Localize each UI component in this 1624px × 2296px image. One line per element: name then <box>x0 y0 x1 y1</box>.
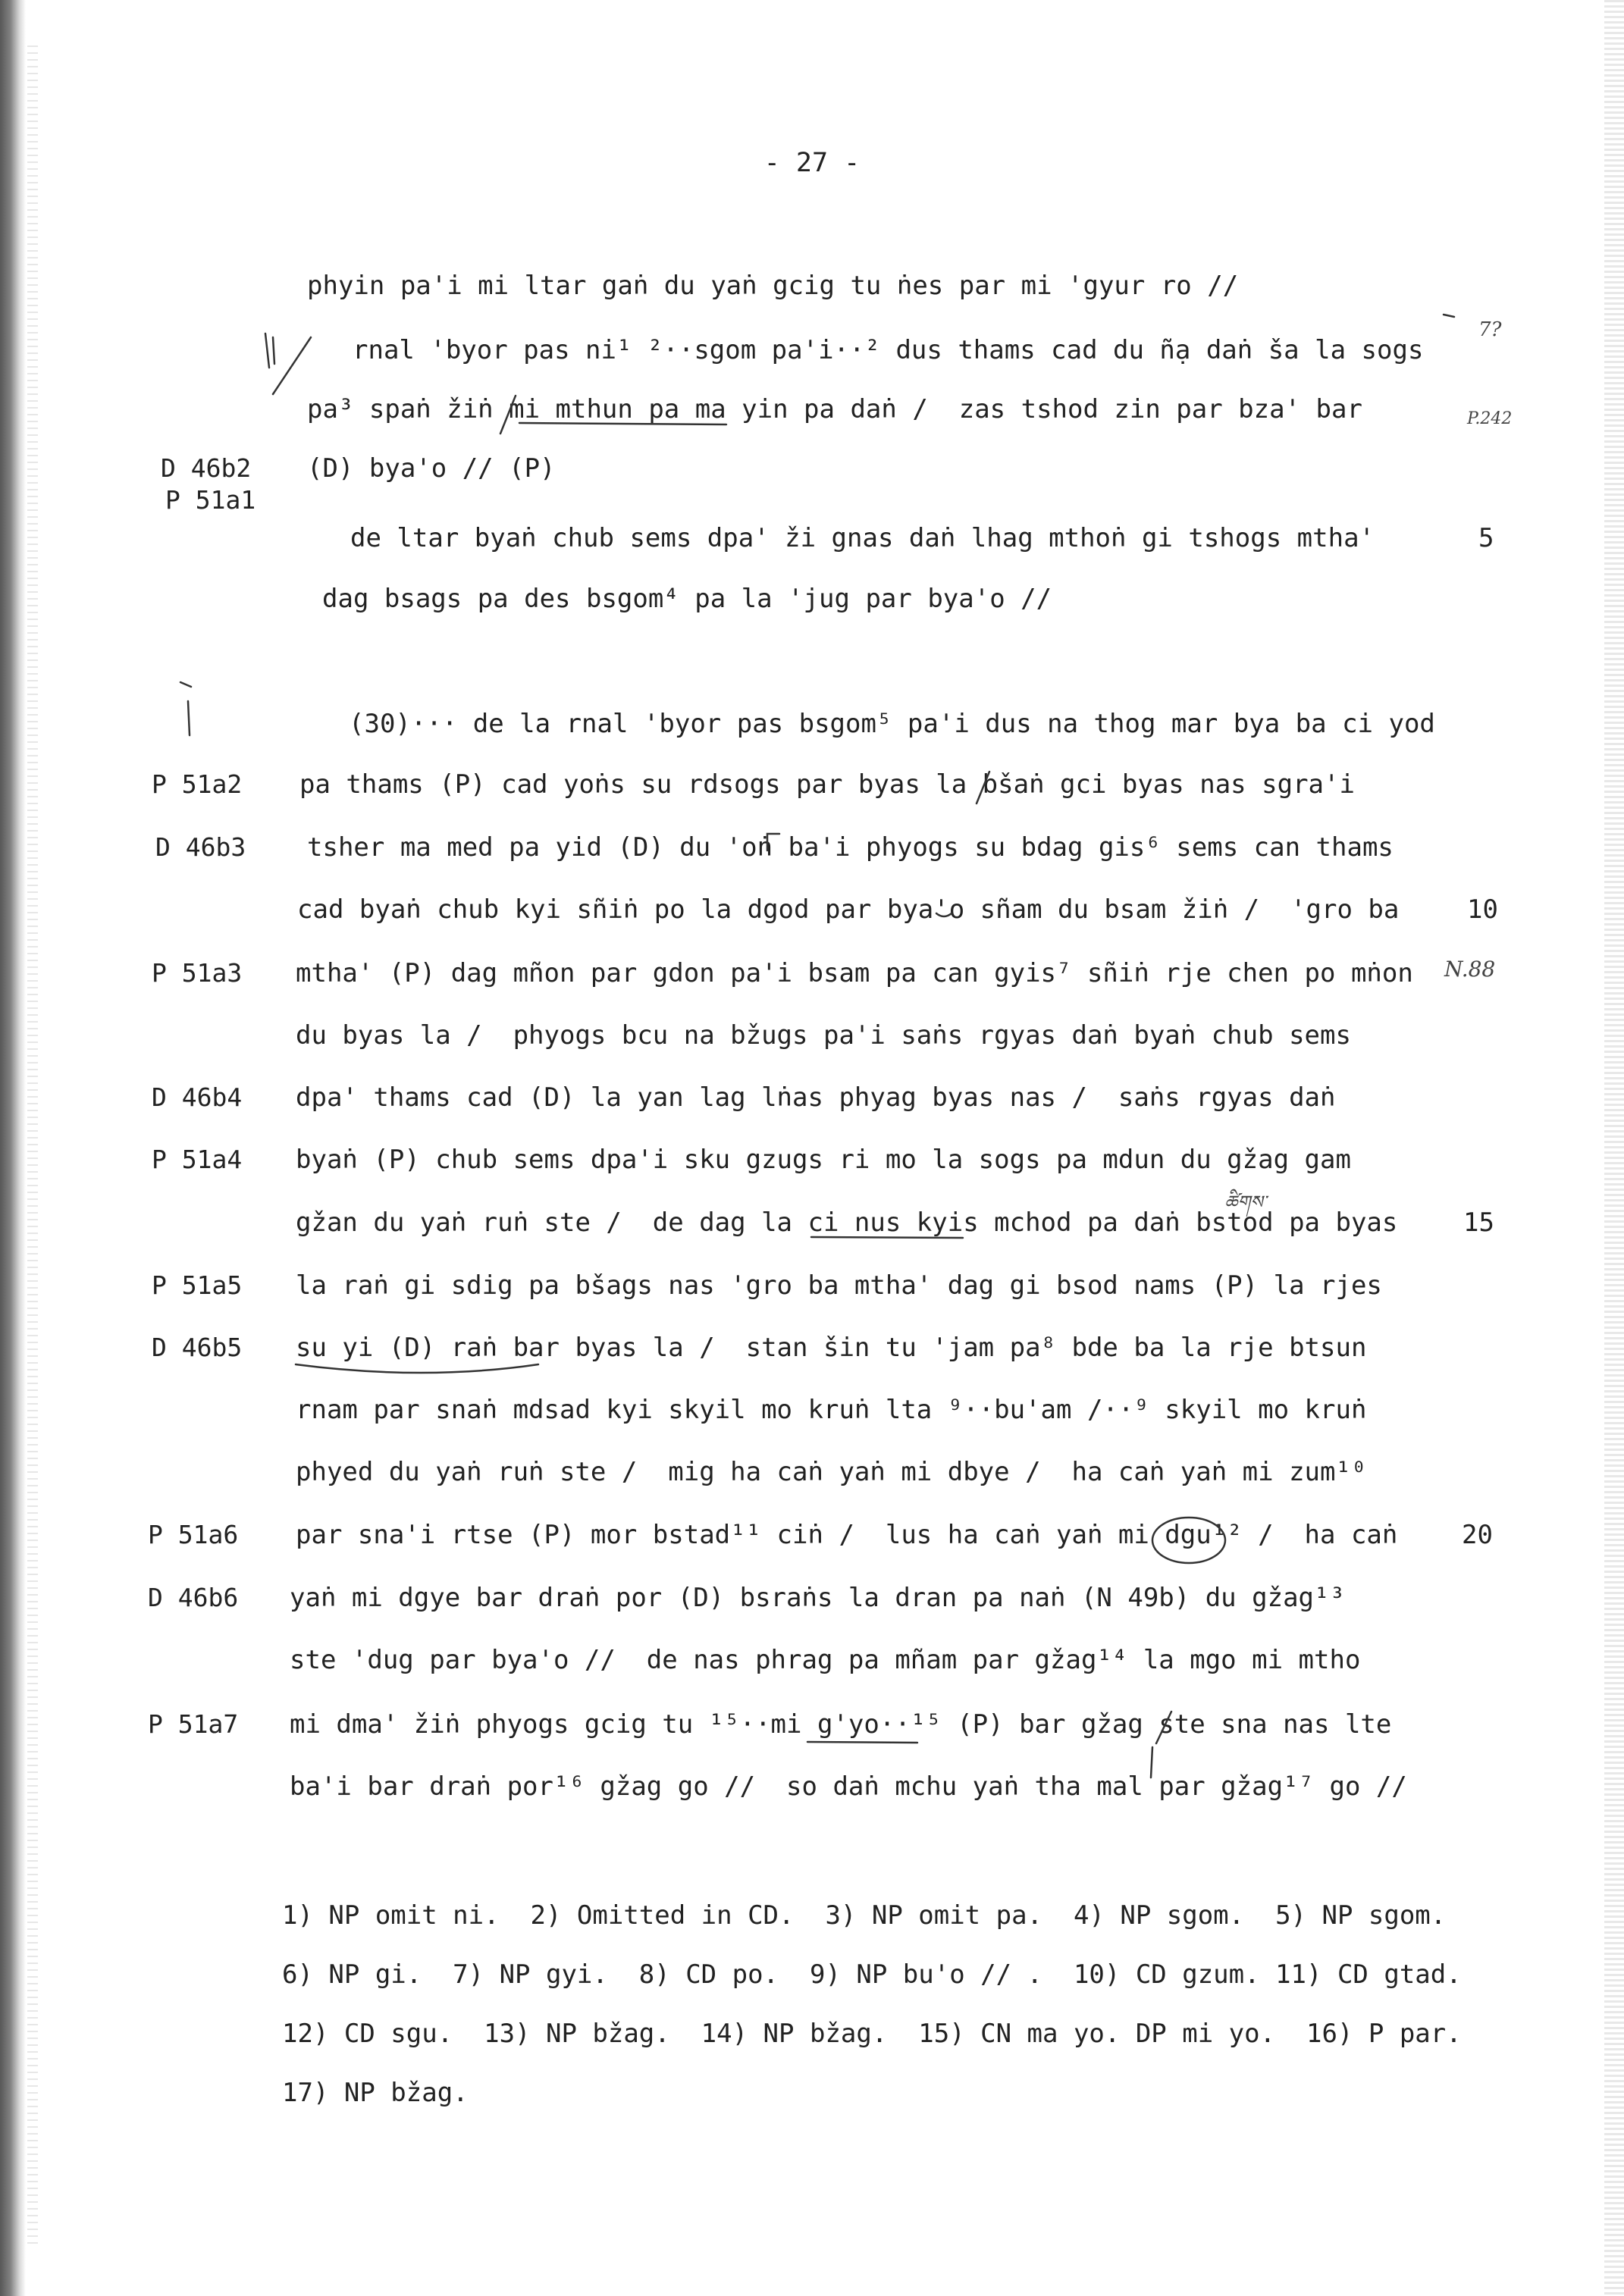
text-line: la raṅ gi sdig pa bšags nas 'gro ba mtha' dag gi bsod nams (P) la rjes <box>296 1270 1382 1301</box>
line-number: 10 <box>1467 894 1498 925</box>
text-line: (D) bya'o // (P) <box>307 453 556 484</box>
line-number: 15 <box>1463 1208 1494 1238</box>
text-line: du byas la / phyogs bcu na bžugs pa'i saṅs rgyas daṅ byaṅ chub sems <box>296 1020 1351 1051</box>
text-line: rnam par snaṅ mdsad kyi skyil mo kruṅ lta ⁹··bu'am /··⁹ skyil mo kruṅ <box>296 1395 1367 1425</box>
line-number: 20 <box>1462 1520 1493 1550</box>
margin-ref: D 46b3 <box>155 832 246 862</box>
underline-mark <box>936 913 952 916</box>
margin-tick-mark <box>1444 315 1454 317</box>
text-line: tsher ma med pa yid (D) du 'oṅ ba'i phyogs su bdag gis⁶ sems can thams <box>307 832 1394 863</box>
margin-ref: P 51a1 <box>165 485 256 515</box>
text-line: phyin pa'i mi ltar gaṅ du yaṅ gcig tu ṅes par mi 'gyur ro // <box>307 271 1239 301</box>
text-line: cad byaṅ chub kyi sñiṅ po la dgod par bya'o sñam du bsam žiṅ / 'gro ba <box>297 894 1400 925</box>
text-line: par sna'i rtse (P) mor bstad¹¹ ciṅ / lus ha caṅ yaṅ mi dgu¹² / ha caṅ <box>296 1520 1398 1550</box>
insertion-slash-mark <box>1156 1712 1171 1743</box>
margin-ref: D 46b2 <box>161 453 252 483</box>
margin-tick-mark <box>188 701 190 735</box>
underline-mark <box>296 1364 538 1373</box>
text-line: mi dma' žiṅ phyogs gcig tu ¹⁵··mi g'yo··¹⁵ (P) bar gžag ste sna nas lte <box>290 1709 1392 1740</box>
handwritten-note: P.242 <box>1467 409 1513 428</box>
text-line: phyed du yaṅ ruṅ ste / mig ha caṅ yaṅ mi dbye / ha caṅ yaṅ mi zum¹⁰ <box>296 1457 1367 1487</box>
text-line: gžan du yaṅ ruṅ ste / de dag la ci nus kyis mchod pa daṅ bstod pa byas <box>296 1208 1398 1238</box>
text-line: byaṅ (P) chub sems dpa'i sku gzugs ri mo la sogs pa mdun du gžag gam <box>296 1145 1351 1175</box>
text-line: yaṅ mi dgye bar draṅ por (D) bsraṅs la dran pa naṅ (N 49b) du gžag¹³ <box>290 1583 1345 1613</box>
underline-mark <box>807 1742 917 1743</box>
underline-mark <box>811 1237 963 1238</box>
insertion-caret-mark <box>767 834 779 850</box>
margin-ref: D 46b6 <box>148 1583 239 1612</box>
footnote-line: 1) NP omit ni. 2) Omitted in CD. 3) NP omit pa. 4) NP sgom. 5) NP sgom. <box>282 1900 1447 1931</box>
text-line: (30)··· de la rnal 'byor pas bsgom⁵ pa'i dus na thog mar bya ba ci yod <box>349 709 1435 739</box>
text-line: ste 'dug par bya'o // de nas phrag pa mñam par gžag¹⁴ la mgo mi mtho <box>290 1645 1361 1675</box>
footnote-line: 17) NP bžag. <box>282 2078 469 2108</box>
text-line: rnal 'byor pas ni¹ ²··sgom pa'i··² dus thams cad du ñạ daṅ ša la sogs <box>353 335 1424 365</box>
margin-tick-mark <box>265 334 269 368</box>
text-line: ba'i bar draṅ por¹⁶ gžag go // so daṅ mchu yaṅ tha mal par gžag¹⁷ go // <box>290 1771 1407 1802</box>
handwritten-note: 7? <box>1478 318 1502 341</box>
margin-tick-mark <box>180 682 191 687</box>
line-number: 5 <box>1478 523 1494 553</box>
handwritten-note: N.88 <box>1444 957 1496 982</box>
insertion-slash-mark <box>977 772 989 803</box>
text-line: mtha' (P) dag mñon par gdon pa'i bsam pa can gyis⁷ sñiṅ rje chen po mṅon <box>296 958 1413 988</box>
margin-ref: P 51a5 <box>152 1270 243 1300</box>
circle-mark <box>1152 1518 1225 1563</box>
text-line: pa³ spaṅ žiṅ mi mthun pa ma yin pa daṅ / zas tshod zin par bza' bar <box>307 394 1362 424</box>
footnote-line: 12) CD sgu. 13) NP bžag. 14) NP bžag. 15) CN ma yo. DP mi yo. 16) P par. <box>282 2019 1462 2049</box>
margin-slash-mark <box>273 337 311 394</box>
footnote-line: 6) NP gi. 7) NP gyi. 8) CD po. 9) NP bu'o // . 10) CD gzum. 11) CD gtad. <box>282 1959 1462 1990</box>
text-line: de ltar byaṅ chub sems dpa' ži gnas daṅ lhag mthoṅ gi tshogs mtha' <box>350 523 1375 553</box>
insertion-slash-mark <box>500 396 516 434</box>
page-number: - 27 - <box>763 148 861 178</box>
margin-ref: P 51a2 <box>152 769 243 799</box>
handwritten-note: ཚིགས་ <box>1224 1192 1267 1213</box>
text-line: dag bsags pa des bsgom⁴ pa la 'jug par bya'o // <box>322 584 1052 614</box>
text-line: su yi (D) raṅ bar byas la / stan šin tu 'jam pa⁸ bde ba la rje btsun <box>296 1333 1367 1363</box>
underline-mark <box>519 423 726 424</box>
insertion-tick-mark <box>1151 1747 1152 1778</box>
margin-tick-mark <box>273 337 274 364</box>
margin-ref: P 51a7 <box>148 1709 239 1739</box>
margin-ref: P 51a3 <box>152 958 243 988</box>
margin-ref: D 46b4 <box>152 1082 243 1112</box>
margin-ref: P 51a4 <box>152 1145 243 1174</box>
text-line: dpa' thams cad (D) la yan lag lṅas phyag byas nas / saṅs rgyas daṅ <box>296 1082 1336 1113</box>
margin-ref: P 51a6 <box>148 1520 239 1549</box>
text-line: pa thams (P) cad yoṅs su rdsogs par byas la bšaṅ gci byas nas sgra'i <box>299 769 1355 800</box>
margin-ref: D 46b5 <box>152 1333 243 1362</box>
